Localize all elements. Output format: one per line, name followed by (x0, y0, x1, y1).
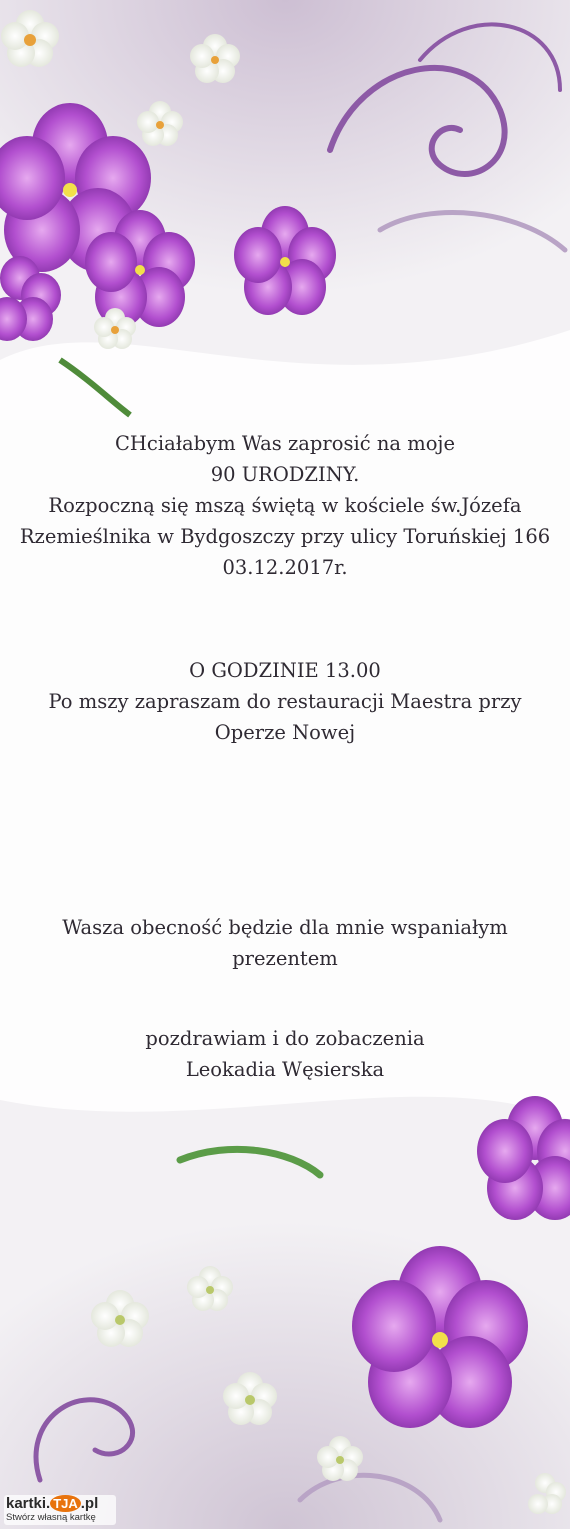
text-line: Wasza obecność będzie dla mnie wspaniałym (62, 916, 508, 939)
logo-suffix: .pl (80, 1495, 99, 1512)
event-details-text (0, 655, 570, 748)
text-line: CHciałabym Was zaprosić na moje (114, 432, 456, 455)
text-line: pozdrawiam i do zobaczenia (145, 1027, 425, 1050)
text-line: O GODZINIE 13.00 (189, 659, 381, 682)
site-logo[interactable] (4, 1495, 116, 1525)
text-line: Leokadia Węsierska (185, 1058, 385, 1081)
wish-text (0, 912, 570, 974)
text-line: Rozpoczną się mszą świętą w kościele św.Józefa (48, 494, 522, 517)
text-line: 03.12.2017r. (222, 556, 348, 579)
text-line: Po mszy zapraszam do restauracji Maestra przy (48, 690, 522, 713)
text-line: Rzemieślnika w Bydgoszczy przy ulicy Toruńskiej 166 (19, 525, 551, 548)
text-line: Operze Nowej (214, 721, 356, 744)
invitation-text (0, 428, 570, 583)
text-line: 90 URODZINY. (210, 463, 360, 486)
signature-text (0, 1023, 570, 1085)
logo-tagline: Stwórz własną kartkę (6, 1512, 96, 1523)
logo-prefix: kartki. (6, 1495, 51, 1512)
logo-badge: TJA (50, 1495, 81, 1512)
text-line: prezentem (232, 947, 338, 970)
logo-wordmark (6, 1495, 98, 1513)
